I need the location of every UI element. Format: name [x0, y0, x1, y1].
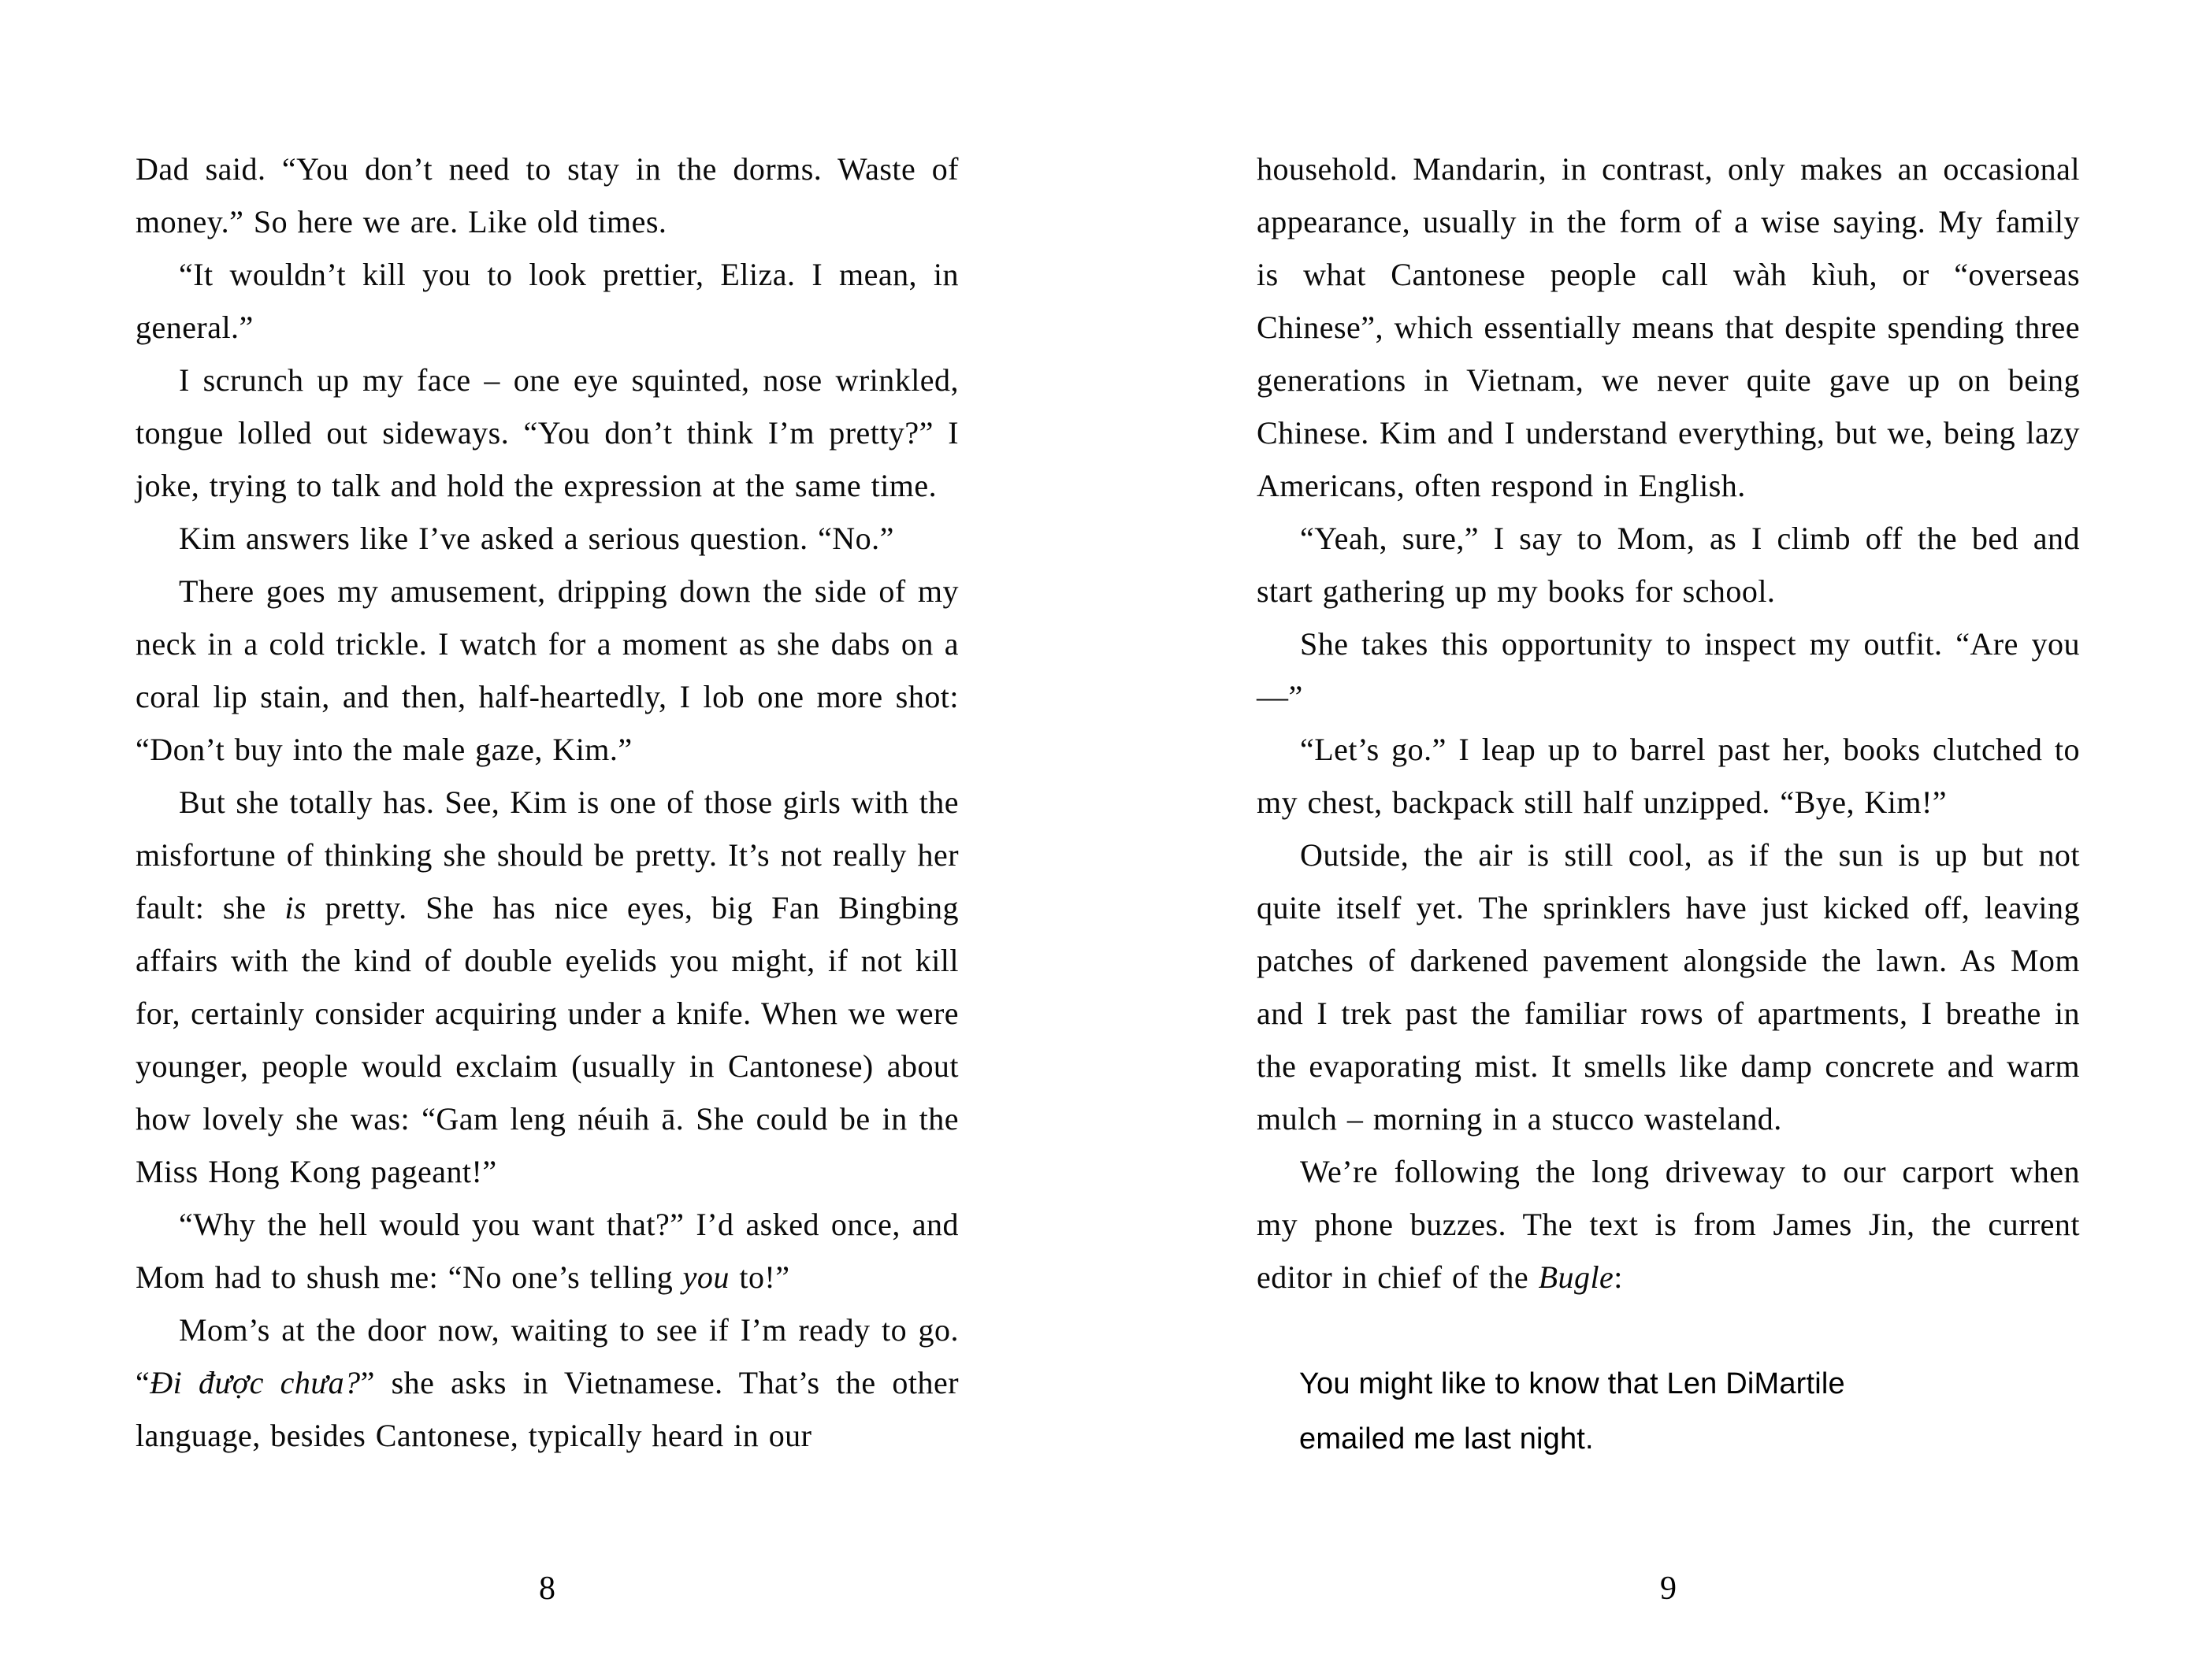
text-run: “Why the hell would you want that?” I’d asked once, and Mom had to shush me: “No one’s telling: [136, 1207, 959, 1295]
text-run: She takes this opportunity to inspect my outfit. “Are you—”: [1257, 626, 2080, 714]
paragraph: [136, 248, 959, 354]
text-run: :: [1614, 1259, 1623, 1295]
page-right-text: [1257, 143, 2080, 1304]
text-message-line: You might like to know that Len DiMartile: [1299, 1367, 1845, 1400]
text-run: “Let’s go.” I leap up to barrel past her, books clutched to my chest, backpack still half unzipped. “Bye, Kim!”: [1257, 732, 2080, 820]
paragraph: [136, 565, 959, 776]
paragraph: [136, 1198, 959, 1304]
paragraph: [1257, 829, 2080, 1145]
italic-text-run: is: [284, 890, 306, 925]
text-run: “It wouldn’t kill you to look prettier, Eliza. I mean, in general.”: [136, 257, 959, 345]
paragraph: [136, 354, 959, 512]
text-run: ” she asks in Vietnamese. That’s the other language, besides Cantonese, typically heard in our: [136, 1365, 959, 1453]
text-run: pretty. She has nice eyes, big Fan Bingbing affairs with the kind of double eyelids you might, if not kill for, certainly consider acquiring under a knife. When we were younger, people would exclaim (usually in Cantonese) about how lovely she was: “Gam leng néuih ā. She could be in the Miss Hong Kong pageant!”: [136, 890, 959, 1189]
paragraph: [136, 143, 959, 248]
italic-text-run: Bugle: [1538, 1259, 1614, 1295]
paragraph: [1257, 723, 2080, 829]
page-left-text: [136, 143, 959, 1462]
text-run: Dad said. “You don’t need to stay in the dorms. Waste of money.” So here we are. Like old times.: [136, 151, 959, 239]
paragraph: [1257, 1145, 2080, 1304]
book-page-right: [1257, 143, 2080, 1680]
text-message-line: emailed me last night.: [1299, 1422, 1594, 1456]
paragraph: [1257, 617, 2080, 723]
paragraph: [136, 1304, 959, 1462]
text-run: Outside, the air is still cool, as if the sun is up but not quite itself yet. The sprinklers have just kicked off, leaving patches of darkened pavement alongside the lawn. As Mom and I trek past the familiar rows of apartments, I breathe in the evaporating mist. It smells like damp concrete and warm mulch – morning in a stucco wasteland.: [1257, 837, 2080, 1137]
text-run: But she totally has. See, Kim is one of those girls with the misfortune of thinking she should be pretty. It’s not really her fault: she: [136, 784, 959, 925]
text-run: There goes my amusement, dripping down the side of my neck in a cold trickle. I watch for a moment as she dabs on a coral lip stain, and then, half-heartedly, I lob one more shot: “Don’t buy into the male gaze, Kim.”: [136, 573, 959, 767]
page-number-right: 9: [1660, 1571, 1677, 1607]
text-run: Kim answers like I’ve asked a serious question. “No.”: [179, 521, 894, 556]
book-page-left: [136, 143, 959, 1680]
paragraph: [1257, 143, 2080, 512]
text-run: “Yeah, sure,” I say to Mom, as I climb off the bed and start gathering up my books for school.: [1257, 521, 2080, 609]
text-run: We’re following the long driveway to our carport when my phone buzzes. The text is from James Jin, the current editor in chief of the: [1257, 1154, 2080, 1295]
paragraph: [136, 512, 959, 565]
text-run: to!”: [729, 1259, 790, 1295]
text-run: Mom’s at the door now, waiting to see if I’m ready to go. “: [136, 1312, 959, 1400]
text-run: household. Mandarin, in contrast, only makes an occasional appearance, usually in the form of a wise saying. My family is what Cantonese people call wàh kìuh, or “overseas Chinese”, which essentially means that despite spending three generations in Vietnam, we never quite gave up on being Chinese. Kim and I understand everything, but we, being lazy Americans, often respond in English.: [1257, 151, 2080, 503]
page-number-left: 8: [539, 1571, 555, 1607]
paragraph: [136, 776, 959, 1198]
italic-text-run: you: [682, 1259, 730, 1295]
paragraph: [1257, 512, 2080, 617]
text-run: I scrunch up my face – one eye squinted, nose wrinkled, tongue lolled out sideways. “You don’t think I’m pretty?” I joke, trying to talk and hold the expression at the same time.: [136, 362, 959, 503]
text-message-excerpt: [1257, 1356, 2080, 1467]
italic-text-run: Đi được chưa?: [150, 1365, 361, 1400]
